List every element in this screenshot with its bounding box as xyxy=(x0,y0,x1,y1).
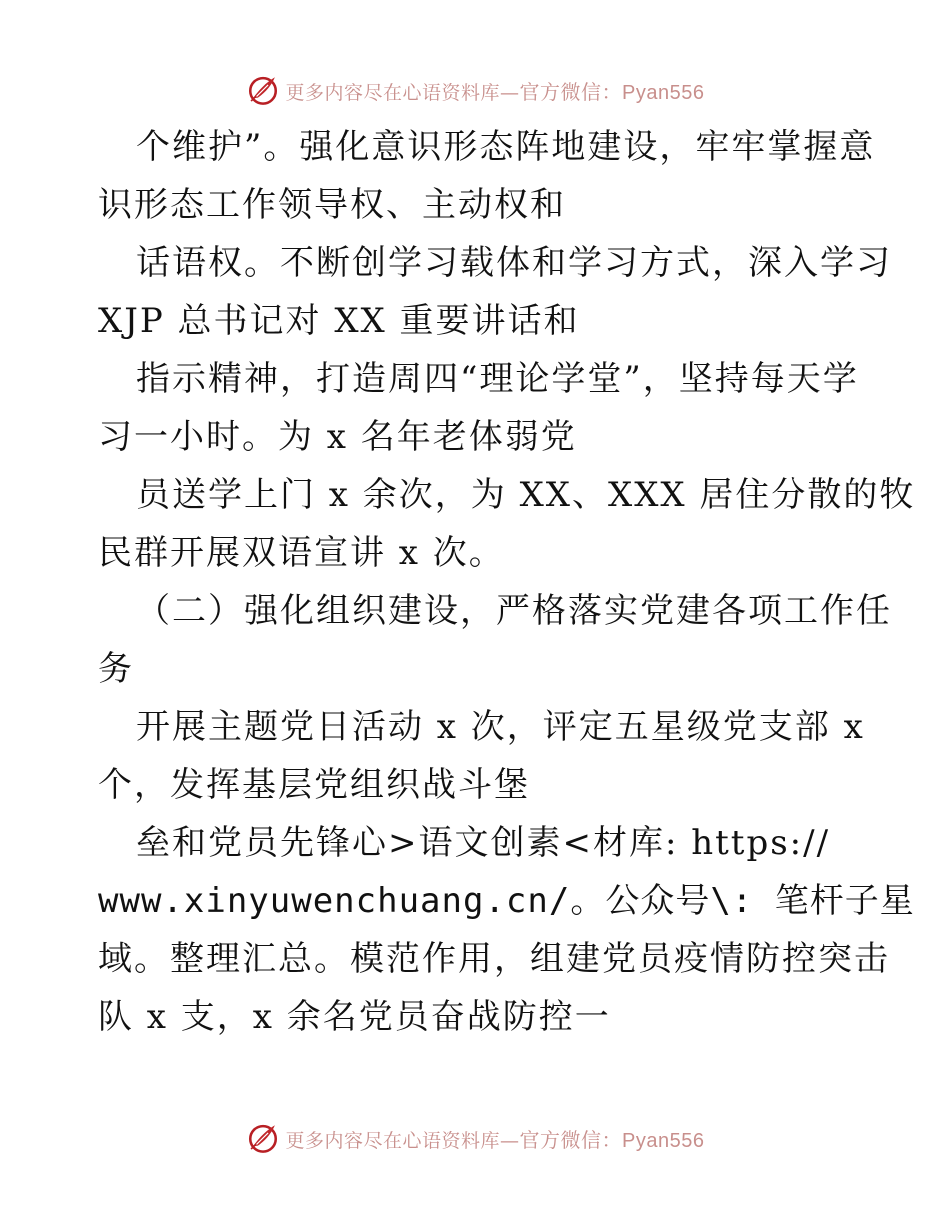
banner-contact: 官方微信：Pyan556 xyxy=(519,81,705,104)
document-body xyxy=(98,118,916,1046)
text-line: 话语权。不断创学习载体和学习方式，深入学习 xyxy=(136,243,892,283)
header-banner xyxy=(0,70,950,110)
banner-separator: — xyxy=(500,1129,520,1152)
section-heading: （二）强化组织建设，严格落实党建各项工作任 xyxy=(136,591,892,631)
text-line: 域。整理汇总。模范作用，组建党员疫情防控突击 xyxy=(98,939,890,979)
text-line: XJP 总书记对 XX 重要讲话和 xyxy=(98,301,580,341)
footer-banner xyxy=(0,1118,950,1158)
url-line: www.xinyuwenchuang.cn/。公众号\: 笔杆子星 xyxy=(98,881,915,921)
banner-main-text: 更多内容尽在心语资料库 xyxy=(285,1129,501,1152)
quill-logo-icon xyxy=(246,73,280,107)
banner-text xyxy=(286,76,705,105)
text-line: 个，发挥基层党组织战斗堡 xyxy=(98,765,530,805)
text-line: 队 x 支，x 余名党员奋战防控一 xyxy=(98,997,611,1037)
quill-logo-icon xyxy=(246,1121,280,1155)
text-line: 民群开展双语宣讲 x 次。 xyxy=(98,533,505,573)
text-line: 习一小时。为 x 名年老体弱党 xyxy=(98,417,577,457)
text-line: 识形态工作领导权、主动权和 xyxy=(98,185,566,225)
text-line: 指示精神，打造周四“理论学堂”，坚持每天学 xyxy=(136,359,859,399)
section-heading-continued: 务 xyxy=(98,649,134,689)
text-line: 开展主题党日活动 x 次，评定五星级党支部 x xyxy=(136,707,865,747)
banner-contact: 官方微信：Pyan556 xyxy=(519,1129,705,1152)
text-line: 垒和党员先锋心>语文创素<材库: https:// xyxy=(136,823,831,863)
text-line: 个维护”。强化意识形态阵地建设，牢牢掌握意 xyxy=(136,127,876,167)
banner-main-text: 更多内容尽在心语资料库 xyxy=(285,81,501,104)
text-line: 员送学上门 x 余次，为 XX、XXX 居住分散的牧 xyxy=(136,475,916,515)
banner-text xyxy=(286,1124,705,1153)
banner-separator: — xyxy=(500,81,520,104)
